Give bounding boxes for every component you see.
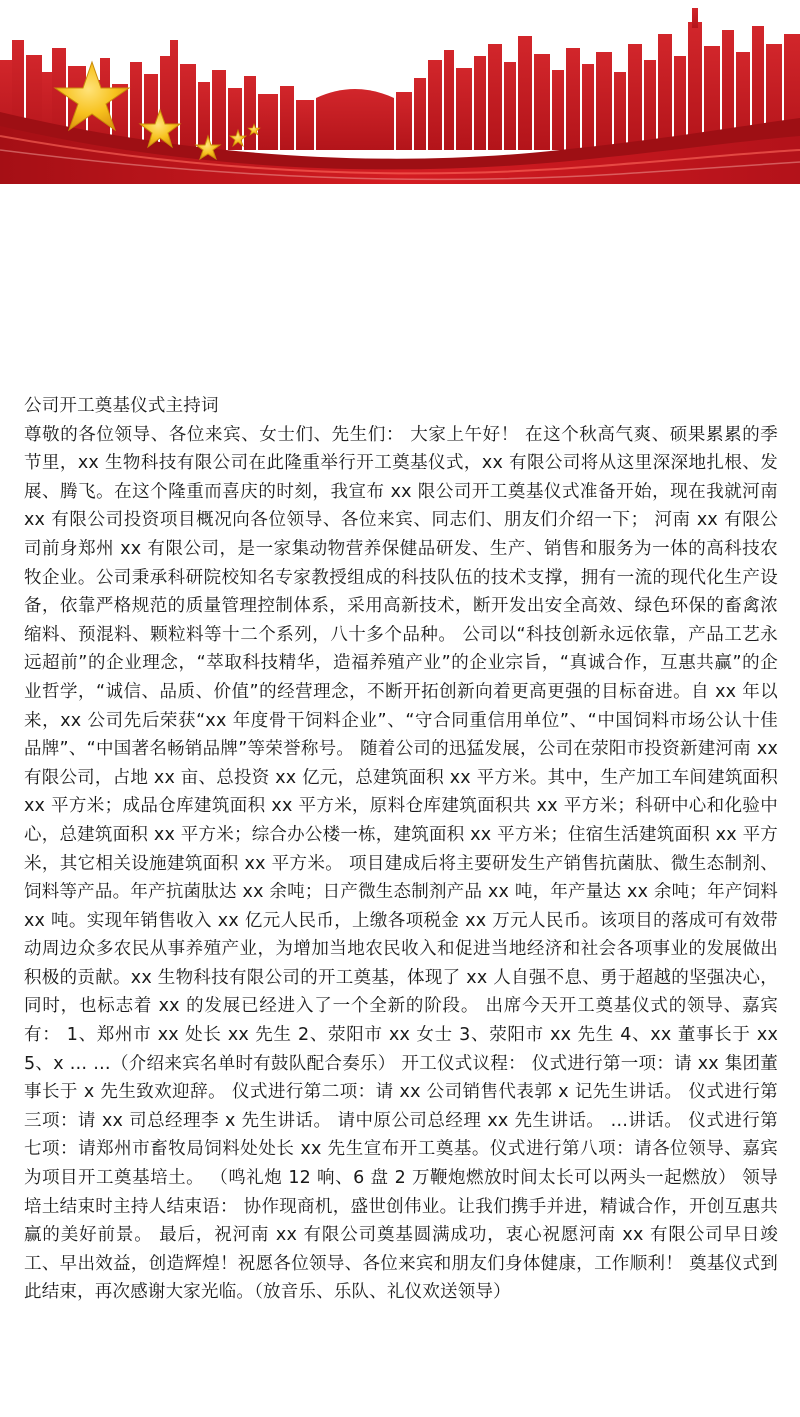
header-banner: [0, 0, 800, 190]
document-body: 尊敬的各位领导、各位来宾、女士们、先生们： 大家上午好！ 在这个秋高气爽、硕果累累的季节里，xx 生物科技有限公司在此隆重举行开工奠基仪式，xx 有限公司将从这里深深地扎根、发展、腾飞。在这个隆重而喜庆的时刻，我宣布 xx 限公司开工奠基仪式准备开始，现在我就河南 xx 有限公司投资项目概况向各位领导、各位来宾、同志们、朋友们介绍一下； 河南 xx 有限公司前身郑州 xx 有限公司，是一家集动物营养保健品研发、生产、销售和服务为一体的高科技农牧企业。公司秉承科研院校知名专家教授组成的科技队伍的技术支撑，拥有一流的现代化生产设备，依靠严格规范的质量管理控制体系，采用高新技术，断开发出安全高效、绿色环保的畜禽浓缩料、预混料、颗粒料等十二个系列，八十多个品种。 公司以“科技创新永远依靠，产品工艺永远超前”的企业理念，“萃取科技精华，造福养殖产业”的企业宗旨，“真诚合作，互惠共赢”的企业哲学，“诚信、品质、价值”的经营理念，不断开拓创新向着更高更强的目标奋进。自 xx 年以来，xx 公司先后荣获“xx 年度骨干饲料企业”、“守合同重信用单位”、“中国饲料市场公认十佳品牌”、“中国著名畅销品牌”等荣誉称号。 随着公司的迅猛发展，公司在荥阳市投资新建河南 xx 有限公司，占地 xx 亩、总投资 xx 亿元，总建筑面积 xx 平方米。其中，生产加工车间建筑面积 xx 平方米；成品仓库建筑面积 xx 平方米，原料仓库建筑面积共 xx 平方米；科研中心和化验中心，总建筑面积 xx 平方米；综合办公楼一栋，建筑面积 xx 平方米；住宿生活建筑面积 xx 平方米，其它相关设施建筑面积 xx 平方米。 项目建成后将主要研发生产销售抗菌肽、微生态制剂、饲料等产品。年产抗菌肽达 xx 余吨；日产微生态制剂产品 xx 吨，年产量达 xx 余吨；年产饲料 xx 吨。实现年销售收入 xx 亿元人民币，上缴各项税金 xx 万元人民币。该项目的落成可有效带动周边众多农民从事养殖产业，为增加当地农民收入和促进当地经济和社会各项事业的发展做出积极的贡献。xx 生物科技有限公司的开工奠基，体现了 xx 人自强不息、勇于超越的坚强决心，同时，也标志着 xx 的发展已经进入了一个全新的阶段。 出席今天开工奠基仪式的领导、嘉宾有： 1、郑州市 xx 处长 xx 先生 2、荥阳市 xx 女士 3、荥阳市 xx 先生 4、xx 董事长于 xx 5、x … …（介绍来宾名单时有鼓队配合奏乐） 开工仪式议程： 仪式进行第一项：请 xx 集团董事长于 x 先生致欢迎辞。 仪式进行第二项：请 xx 公司销售代表郭 x 记先生讲话。 仪式进行第三项：请 xx 司总经理李 x 先生讲话。 请中原公司总经理 xx 先生讲话。 …讲话。 仪式进行第七项：请郑州市畜牧局饲料处处长 xx 先生宣布开工奠基。仪式进行第八项：请各位领导、嘉宾为项目开工奠基培土。 （鸣礼炮 12 响、6 盘 2 万鞭炮燃放时间太长可以两头一起燃放） 领导培土结束时主持人结束语： 协作现商机，盛世创伟业。让我们携手并进，精诚合作，开创互惠共赢的美好前景。 最后，祝河南 xx 有限公司奠基圆满成功，衷心祝愿河南 xx 有限公司早日竣工、早出效益，创造辉煌！祝愿各位领导、各位来宾和朋友们身体健康，工作顺利！ 奠基仪式到此结束，再次感谢大家光临。（放音乐、乐队、礼仪欢送领导）: [24, 424, 778, 1303]
banner-graphic: [0, 0, 800, 190]
document-content: [24, 392, 778, 1307]
city-skyline-icon: [0, 8, 800, 150]
document-title: 公司开工奠基仪式主持词: [24, 396, 219, 416]
